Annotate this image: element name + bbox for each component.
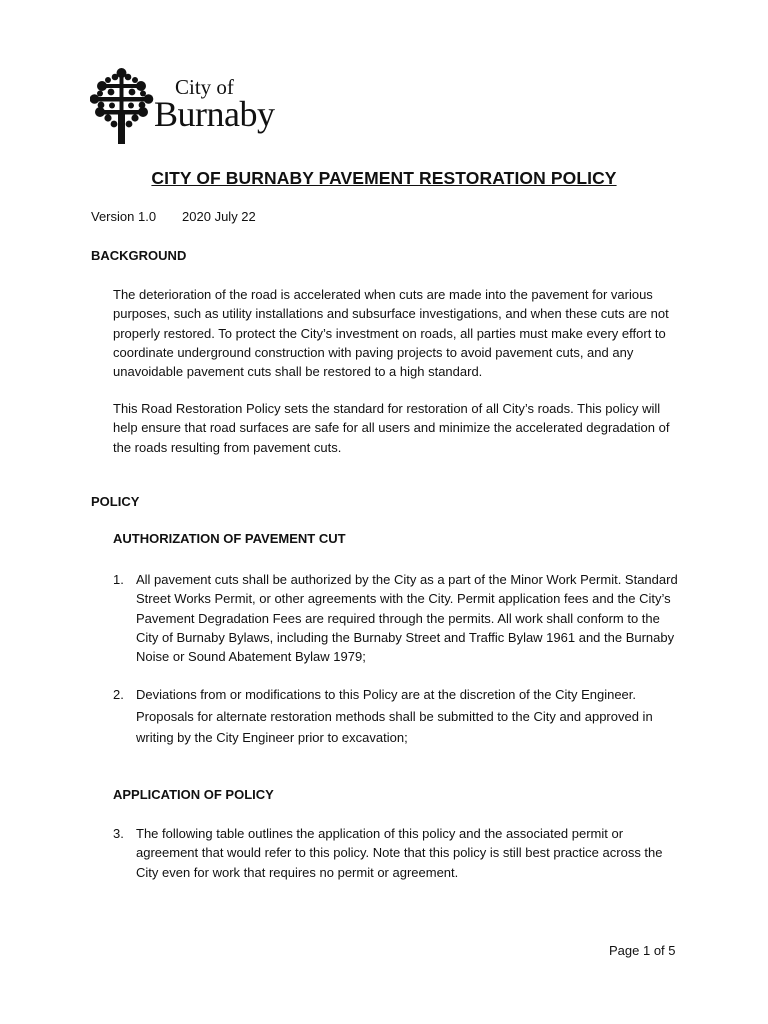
background-paragraph-2: This Road Restoration Policy sets the standard for restoration of all City’s roads. This policy will help ensure that road surfaces are safe for all users and minimize the accelerated degradation of the roads resulting from pavement cuts. bbox=[113, 401, 670, 455]
logo-burnaby: Burnaby bbox=[154, 94, 275, 134]
item-number: 3. bbox=[113, 826, 124, 841]
item-text: All pavement cuts shall be authorized by the City as a part of the Minor Work Permit. Standard Street Works Permit, or other agreements with the City. Permit application fees and the City’s Pavement Degradation Fees are required through the permits. All work shall conform to the City of Burnaby Bylaws, including the Burnaby Street and Traffic Bylaw 1961 and the Burnaby Noise or Sound Abatement Bylaw 1979; bbox=[136, 572, 678, 665]
city-logo bbox=[90, 66, 280, 146]
heading-application: APPLICATION OF POLICY bbox=[113, 787, 274, 802]
item-text: The following table outlines the application of this policy and the associated permit or agreement that would refer to this policy. Note that this policy is still best practice across the City even for work that requires no permit or agreement. bbox=[136, 826, 663, 880]
version-line bbox=[91, 209, 256, 224]
version-date: 2020 July 22 bbox=[182, 209, 256, 224]
policy-item-3 bbox=[113, 824, 683, 882]
heading-authorization: AUTHORIZATION OF PAVEMENT CUT bbox=[113, 531, 346, 546]
logo-city-of: City of bbox=[175, 75, 234, 99]
policy-item-1 bbox=[113, 570, 683, 666]
background-paragraph-1: The deterioration of the road is accelerated when cuts are made into the pavement for various purposes, such as utility installations and subsurface investigations, and when these cuts are not properly restored. To protect the City’s investment on roads, all parties must make every effort to coordinate underground construction with paving projects to avoid pavement cuts, and any unavoidable pavement cuts shall be restored to a high standard. bbox=[113, 287, 669, 380]
page-number: Page 1 of 5 bbox=[609, 943, 676, 958]
logo-wordmark bbox=[154, 76, 274, 132]
policy-item-2 bbox=[113, 684, 683, 749]
snowflake-tree-icon bbox=[90, 66, 154, 146]
item-number: 1. bbox=[113, 572, 124, 587]
item-text: Deviations from or modifications to this Policy are at the discretion of the City Engineer. Proposals for alternate restoration methods shall be submitted to the City and approved in writing by the City Engineer prior to excavation; bbox=[136, 687, 653, 745]
item-number: 2. bbox=[113, 687, 124, 702]
document-title: CITY OF BURNABY PAVEMENT RESTORATION POLICY bbox=[151, 168, 617, 188]
heading-policy: POLICY bbox=[91, 494, 140, 509]
version-label: Version 1.0 bbox=[91, 209, 157, 224]
heading-background: BACKGROUND bbox=[91, 248, 187, 263]
